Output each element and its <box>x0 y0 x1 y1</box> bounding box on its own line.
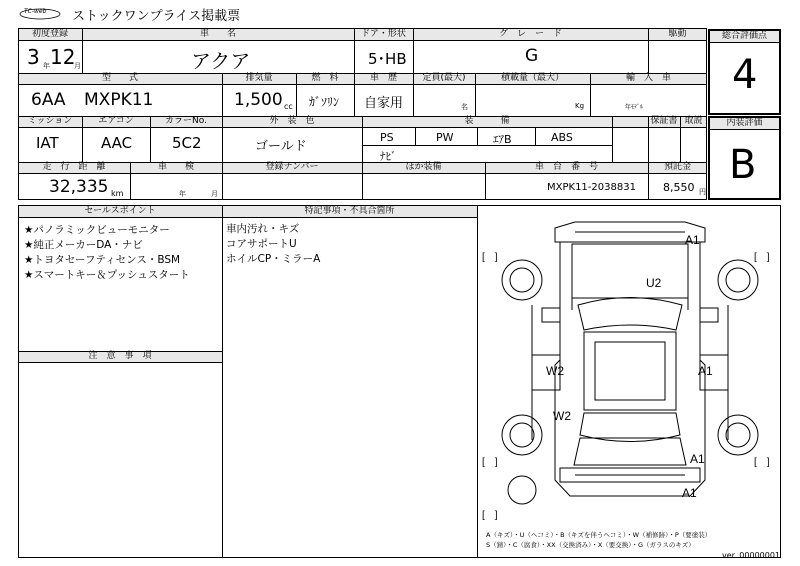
equipment-airbag: ｴｱB <box>493 133 512 146</box>
label-sales-points: セールスポイント <box>84 206 156 216</box>
mark-rear-right-a1: A1 <box>690 452 705 466</box>
mileage: 32,335 <box>49 177 109 197</box>
unit-load: Kg <box>575 102 585 110</box>
unit-capacity: 名 <box>461 103 468 111</box>
equipment-ps: PS <box>380 131 394 144</box>
bracket-front-left: [ ] <box>482 252 498 263</box>
diagram-legend-2: S（錆）・C（腐食）・XX（交換済み）・X（要交換）・G（ガラスのキズ） <box>486 541 695 549</box>
unit-km: km <box>111 189 124 198</box>
unit-year-2: 年 <box>179 190 186 198</box>
unit-year-1: 年 <box>43 62 50 70</box>
label-mileage: 走 行 距 離 <box>42 162 106 172</box>
deposit: 8,550 <box>663 181 695 194</box>
mark-rear-a1: A1 <box>682 486 697 500</box>
label-inspection: 車 検 <box>157 162 194 172</box>
car-name: アクア <box>191 49 251 73</box>
label-load: 積載量（最大） <box>500 73 564 83</box>
special-note-2: コアサポートU <box>226 238 297 250</box>
label-special-notes: 特記事項・不具合箇所 <box>304 206 395 216</box>
door-shape: 5･HB <box>368 50 407 68</box>
special-note-3: ホイルCP・ミラーA <box>226 253 321 265</box>
label-interior-score: 内装評価 <box>726 118 763 128</box>
first-reg-year: 3 <box>27 45 40 69</box>
equipment-abs: ABS <box>551 131 573 144</box>
unit-month-2: 月 <box>211 190 218 198</box>
label-first-reg: 初度登録 <box>31 29 68 39</box>
page-title: ストックワンプライス掲載票 <box>72 9 241 24</box>
sales-point-3: ★トヨタセーフティセンス・BSM <box>24 254 181 266</box>
mission: IAT <box>36 134 59 152</box>
unit-model-year: 年ﾓﾃﾞﾙ <box>625 104 644 111</box>
label-fuel: 燃 料 <box>311 73 339 83</box>
label-exterior-color: 外 装 色 <box>269 116 315 126</box>
label-car-name: 車 名 <box>199 29 236 39</box>
label-drive: 駆動 <box>668 29 687 39</box>
mark-right-a1: A1 <box>698 364 713 378</box>
fuel: ｶﾞｿﾘﾝ <box>309 95 340 109</box>
version: ver. 00000001 <box>722 551 781 560</box>
label-model: 型 式 <box>101 73 138 83</box>
exterior-color: ゴールド <box>255 139 307 154</box>
special-note-1: 車内汚れ・キズ <box>226 223 300 235</box>
label-history: 車 歴 <box>369 73 397 83</box>
label-other-equipment: ほか装備 <box>405 162 442 172</box>
label-color-no: カラーNo. <box>165 116 207 126</box>
logo-text: TC-web <box>24 8 47 15</box>
label-equipment: 装 備 <box>464 116 510 126</box>
interior-score: B <box>729 142 757 188</box>
aircon: AAC <box>101 134 133 152</box>
bracket-rear-right: [ ] <box>754 457 770 468</box>
mark-hood-u2: U2 <box>646 276 662 290</box>
bracket-spare: [ ] <box>482 510 498 521</box>
equipment-navi: ﾅﾋﾞ <box>380 150 397 163</box>
label-aircon: エアコン <box>98 116 134 126</box>
model-prefix: 6AA <box>31 90 66 110</box>
unit-yen: 円 <box>699 188 706 196</box>
bracket-rear-left: [ ] <box>482 457 498 468</box>
displacement: 1,500 <box>234 90 283 110</box>
car-diagram <box>480 210 778 526</box>
history: 自家用 <box>364 96 404 111</box>
label-door-shape: ドア・形状 <box>361 29 406 39</box>
unit-month-1: 月 <box>74 62 81 70</box>
color-no: 5C2 <box>172 134 202 152</box>
label-manual: 取説 <box>684 116 703 126</box>
mark-lower-left-w2: W2 <box>553 409 571 423</box>
mark-front-a1: A1 <box>685 233 700 247</box>
model-code: MXPK11 <box>84 90 154 110</box>
mark-left-w2: W2 <box>546 364 564 378</box>
label-capacity: 定員(最大) <box>422 73 466 83</box>
label-overall-score: 総合評価点 <box>721 31 767 41</box>
equipment-pw: PW <box>436 131 454 144</box>
overall-score: 4 <box>732 52 758 98</box>
label-mission: ミッション <box>27 116 73 126</box>
first-reg-month: 12 <box>50 45 76 69</box>
label-displacement: 排気量 <box>245 73 273 83</box>
sales-point-1: ★パノラミックビューモニター <box>24 224 170 236</box>
logo <box>18 6 62 20</box>
label-deposit: 預託金 <box>663 162 691 172</box>
bracket-front-right: [ ] <box>754 252 770 263</box>
vin: MXPK11-2038831 <box>547 182 636 193</box>
label-cautions: 注 意 事 項 <box>88 351 152 361</box>
grade: G <box>525 46 539 66</box>
label-vin: 車 台 番 号 <box>534 162 598 172</box>
label-import: 輸 入 車 <box>625 73 671 83</box>
sales-point-4: ★スマートキー＆プッシュスタート <box>24 269 190 281</box>
unit-cc: cc <box>284 102 293 111</box>
sales-point-2: ★純正メーカーDA・ナビ <box>24 239 143 251</box>
label-warranty: 保証書 <box>650 116 678 126</box>
label-grade: グ レ ー ド <box>498 29 562 39</box>
label-reg-plate: 登録ナンバー <box>265 162 319 172</box>
diagram-legend-1: A（キズ）・U（ヘコミ）・B（キズを伴うヘコミ）・W（補修跡）・P（要塗装） <box>486 531 712 539</box>
